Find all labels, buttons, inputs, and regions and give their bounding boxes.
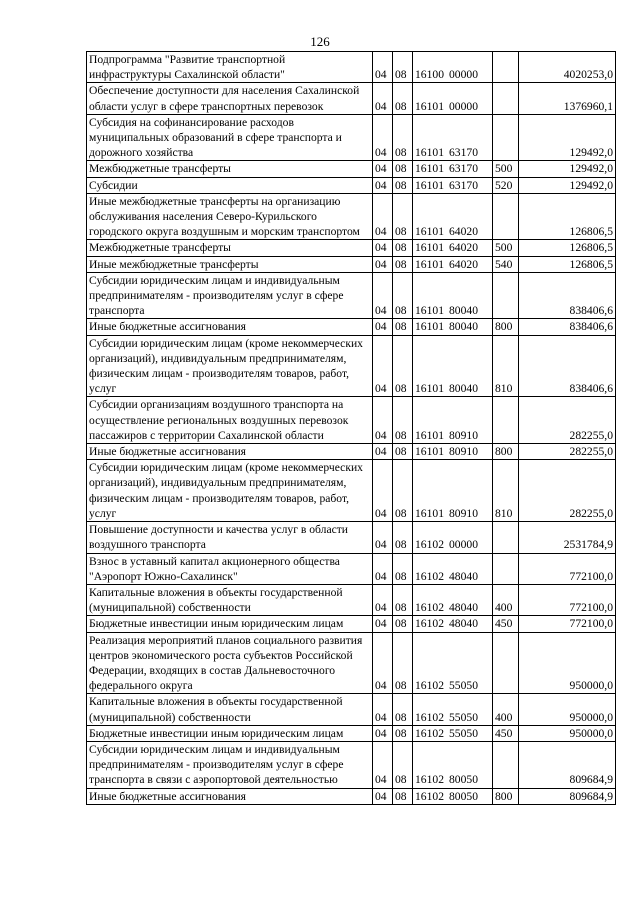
row-expense-type: 810 — [493, 460, 519, 522]
target-article-direction: 80050 — [449, 789, 478, 803]
row-name: Субсидии организациям воздушного транспорта на осуществление региональных воздушных перевозок пассажиров с территории Сахалинской области — [87, 397, 373, 444]
target-article-direction: 80910 — [449, 445, 478, 459]
row-target-article — [413, 193, 493, 240]
row-section-code: 04 — [373, 256, 393, 272]
row-target-article — [413, 632, 493, 694]
row-name: Субсидии юридическим лицам (кроме некоммерческих организаций), индивидуальным предпринимателям, физическим лицам - производителям товаров, работ, услуг — [87, 460, 373, 522]
row-target-article — [413, 397, 493, 444]
target-article-program: 16101 — [415, 241, 444, 255]
row-expense-type: 450 — [493, 616, 519, 632]
row-section-code: 04 — [373, 522, 393, 553]
row-target-article — [413, 616, 493, 632]
target-article-program: 16101 — [415, 304, 444, 318]
table-row — [87, 397, 616, 444]
target-article-program: 16101 — [415, 506, 444, 520]
row-expense-type — [493, 52, 519, 83]
row-subsection-code: 08 — [393, 161, 413, 177]
table-row — [87, 240, 616, 256]
budget-table — [86, 51, 616, 805]
row-subsection-code: 08 — [393, 114, 413, 161]
target-article-direction: 80040 — [449, 320, 478, 334]
row-target-article — [413, 177, 493, 193]
target-article-direction: 00000 — [449, 538, 478, 552]
row-subsection-code: 08 — [393, 788, 413, 804]
target-article-direction: 64020 — [449, 225, 478, 239]
row-target-article — [413, 272, 493, 319]
table-row — [87, 114, 616, 161]
row-amount: 772100,0 — [519, 616, 616, 632]
row-expense-type: 520 — [493, 177, 519, 193]
row-amount: 772100,0 — [519, 553, 616, 584]
table-row — [87, 725, 616, 741]
row-name: Капитальные вложения в объекты государственной (муниципальной) собственности — [87, 584, 373, 615]
table-row — [87, 319, 616, 335]
row-subsection-code: 08 — [393, 632, 413, 694]
target-article-direction: 64020 — [449, 241, 478, 255]
target-article-program: 16101 — [415, 225, 444, 239]
row-section-code: 04 — [373, 741, 393, 788]
row-name: Бюджетные инвестиции иным юридическим лицам — [87, 725, 373, 741]
row-section-code: 04 — [373, 193, 393, 240]
row-name: Повышение доступности и качества услуг в области воздушного транспорта — [87, 522, 373, 553]
target-article-program: 16102 — [415, 601, 444, 615]
row-amount: 838406,6 — [519, 319, 616, 335]
row-expense-type: 400 — [493, 584, 519, 615]
row-amount: 838406,6 — [519, 335, 616, 397]
table-row — [87, 741, 616, 788]
row-amount: 950000,0 — [519, 694, 616, 725]
row-target-article — [413, 522, 493, 553]
row-expense-type — [493, 741, 519, 788]
table-row — [87, 52, 616, 83]
row-subsection-code: 08 — [393, 444, 413, 460]
row-expense-type: 500 — [493, 240, 519, 256]
row-amount: 126806,5 — [519, 240, 616, 256]
row-name: Иные бюджетные ассигнования — [87, 319, 373, 335]
table-row — [87, 694, 616, 725]
row-amount: 129492,0 — [519, 161, 616, 177]
row-expense-type — [493, 632, 519, 694]
row-expense-type — [493, 83, 519, 114]
row-expense-type — [493, 193, 519, 240]
row-subsection-code: 08 — [393, 616, 413, 632]
row-amount: 809684,9 — [519, 788, 616, 804]
row-subsection-code: 08 — [393, 193, 413, 240]
row-section-code: 04 — [373, 177, 393, 193]
row-target-article — [413, 788, 493, 804]
target-article-direction: 48040 — [449, 601, 478, 615]
row-subsection-code: 08 — [393, 272, 413, 319]
row-subsection-code: 08 — [393, 522, 413, 553]
row-amount: 2531784,9 — [519, 522, 616, 553]
row-target-article — [413, 319, 493, 335]
table-row — [87, 272, 616, 319]
row-amount: 4020253,0 — [519, 52, 616, 83]
table-row — [87, 161, 616, 177]
row-name: Подпрограмма "Развитие транспортной инфраструктуры Сахалинской области" — [87, 52, 373, 83]
row-name: Субсидии юридическим лицам и индивидуальным предпринимателям - производителям услуг в сфере транспорта в связи с аэропортовой деятельностью — [87, 741, 373, 788]
table-row — [87, 83, 616, 114]
budget-table-body — [87, 52, 616, 805]
row-name: Субсидии — [87, 177, 373, 193]
row-amount: 838406,6 — [519, 272, 616, 319]
row-subsection-code: 08 — [393, 52, 413, 83]
row-expense-type: 400 — [493, 694, 519, 725]
row-amount: 950000,0 — [519, 632, 616, 694]
table-row — [87, 193, 616, 240]
row-target-article — [413, 553, 493, 584]
target-article-program: 16102 — [415, 617, 444, 631]
row-section-code: 04 — [373, 272, 393, 319]
row-target-article — [413, 335, 493, 397]
row-subsection-code: 08 — [393, 319, 413, 335]
table-row — [87, 616, 616, 632]
target-article-program: 16102 — [415, 679, 444, 693]
target-article-direction: 80910 — [449, 506, 478, 520]
target-article-program: 16102 — [415, 538, 444, 552]
row-section-code: 04 — [373, 460, 393, 522]
target-article-program: 16101 — [415, 382, 444, 396]
target-article-program: 16101 — [415, 178, 444, 192]
row-amount: 282255,0 — [519, 460, 616, 522]
row-subsection-code: 08 — [393, 460, 413, 522]
row-amount: 282255,0 — [519, 444, 616, 460]
row-expense-type — [493, 114, 519, 161]
row-target-article — [413, 240, 493, 256]
row-name: Капитальные вложения в объекты государственной (муниципальной) собственности — [87, 694, 373, 725]
target-article-program: 16101 — [415, 428, 444, 442]
row-expense-type: 800 — [493, 319, 519, 335]
row-name: Субсидии юридическим лицам (кроме некоммерческих организаций), индивидуальным предпринимателям, физическим лицам - производителям товаров, работ, услуг — [87, 335, 373, 397]
row-expense-type: 500 — [493, 161, 519, 177]
row-name: Межбюджетные трансферты — [87, 240, 373, 256]
table-row — [87, 553, 616, 584]
target-article-direction: 63170 — [449, 178, 478, 192]
row-expense-type: 800 — [493, 788, 519, 804]
target-article-program: 16102 — [415, 726, 444, 740]
table-row — [87, 256, 616, 272]
row-subsection-code: 08 — [393, 335, 413, 397]
table-row — [87, 460, 616, 522]
row-expense-type — [493, 272, 519, 319]
row-name: Субсидии юридическим лицам и индивидуальным предпринимателям - производителям услуг в сфере транспорта — [87, 272, 373, 319]
row-section-code: 04 — [373, 632, 393, 694]
row-expense-type — [493, 522, 519, 553]
row-target-article — [413, 114, 493, 161]
row-section-code: 04 — [373, 444, 393, 460]
row-name: Иные бюджетные ассигнования — [87, 788, 373, 804]
row-section-code: 04 — [373, 240, 393, 256]
row-name: Иные межбюджетные трансферты на организацию обслуживания населения Северо-Курильского городского округа воздушным и морским транспортом — [87, 193, 373, 240]
row-name: Реализация мероприятий планов социального развития центров экономического роста субъектов Российской Федерации, входящих в состав Дальневосточного федерального округа — [87, 632, 373, 694]
row-target-article — [413, 460, 493, 522]
row-amount: 809684,9 — [519, 741, 616, 788]
row-name: Иные бюджетные ассигнования — [87, 444, 373, 460]
row-subsection-code: 08 — [393, 584, 413, 615]
row-subsection-code: 08 — [393, 397, 413, 444]
row-amount: 772100,0 — [519, 584, 616, 615]
table-row — [87, 632, 616, 694]
table-row — [87, 788, 616, 804]
row-name: Межбюджетные трансферты — [87, 161, 373, 177]
target-article-direction: 00000 — [449, 99, 478, 113]
row-name: Иные межбюджетные трансферты — [87, 256, 373, 272]
row-expense-type: 800 — [493, 444, 519, 460]
target-article-direction: 55050 — [449, 679, 478, 693]
target-article-program: 16101 — [415, 99, 444, 113]
row-section-code: 04 — [373, 52, 393, 83]
table-row — [87, 584, 616, 615]
table-row — [87, 522, 616, 553]
row-section-code: 04 — [373, 553, 393, 584]
target-article-program: 16102 — [415, 569, 444, 583]
row-subsection-code: 08 — [393, 177, 413, 193]
row-target-article — [413, 725, 493, 741]
target-article-program: 16101 — [415, 320, 444, 334]
target-article-direction: 63170 — [449, 146, 478, 160]
row-expense-type: 450 — [493, 725, 519, 741]
row-section-code: 04 — [373, 319, 393, 335]
target-article-direction: 55050 — [449, 710, 478, 724]
row-amount: 950000,0 — [519, 725, 616, 741]
row-name: Обеспечение доступности для населения Сахалинской области услуг в сфере транспортных перевозок — [87, 83, 373, 114]
target-article-program: 16101 — [415, 162, 444, 176]
row-section-code: 04 — [373, 397, 393, 444]
row-target-article — [413, 584, 493, 615]
row-name: Взнос в уставный капитал акционерного общества "Аэропорт Южно-Сахалинск" — [87, 553, 373, 584]
row-target-article — [413, 694, 493, 725]
row-section-code: 04 — [373, 114, 393, 161]
row-subsection-code: 08 — [393, 553, 413, 584]
row-section-code: 04 — [373, 788, 393, 804]
row-expense-type: 540 — [493, 256, 519, 272]
row-subsection-code: 08 — [393, 240, 413, 256]
target-article-program: 16100 — [415, 68, 444, 82]
row-section-code: 04 — [373, 83, 393, 114]
row-subsection-code: 08 — [393, 741, 413, 788]
target-article-direction: 55050 — [449, 726, 478, 740]
target-article-program: 16101 — [415, 257, 444, 271]
table-row — [87, 444, 616, 460]
row-target-article — [413, 52, 493, 83]
row-target-article — [413, 256, 493, 272]
target-article-direction: 80040 — [449, 382, 478, 396]
target-article-direction: 00000 — [449, 68, 478, 82]
target-article-direction: 80050 — [449, 773, 478, 787]
page-number: 126 — [310, 34, 330, 49]
row-subsection-code: 08 — [393, 256, 413, 272]
row-section-code: 04 — [373, 616, 393, 632]
row-section-code: 04 — [373, 725, 393, 741]
target-article-direction: 48040 — [449, 569, 478, 583]
row-name: Субсидия на софинансирование расходов муниципальных образований в сфере транспорта и дорожного хозяйства — [87, 114, 373, 161]
row-subsection-code: 08 — [393, 694, 413, 725]
row-subsection-code: 08 — [393, 725, 413, 741]
target-article-program: 16102 — [415, 710, 444, 724]
row-section-code: 04 — [373, 694, 393, 725]
row-section-code: 04 — [373, 584, 393, 615]
target-article-direction: 80040 — [449, 304, 478, 318]
row-expense-type: 810 — [493, 335, 519, 397]
target-article-program: 16102 — [415, 773, 444, 787]
row-amount: 282255,0 — [519, 397, 616, 444]
row-subsection-code: 08 — [393, 83, 413, 114]
target-article-direction: 63170 — [449, 162, 478, 176]
row-amount: 1376960,1 — [519, 83, 616, 114]
target-article-program: 16101 — [415, 445, 444, 459]
target-article-program: 16101 — [415, 146, 444, 160]
row-amount: 126806,5 — [519, 256, 616, 272]
target-article-direction: 80910 — [449, 428, 478, 442]
row-amount: 129492,0 — [519, 177, 616, 193]
row-target-article — [413, 83, 493, 114]
row-expense-type — [493, 397, 519, 444]
target-article-program: 16102 — [415, 789, 444, 803]
target-article-direction: 64020 — [449, 257, 478, 271]
row-target-article — [413, 741, 493, 788]
row-target-article — [413, 161, 493, 177]
row-amount: 129492,0 — [519, 114, 616, 161]
row-expense-type — [493, 553, 519, 584]
target-article-direction: 48040 — [449, 617, 478, 631]
row-section-code: 04 — [373, 335, 393, 397]
row-target-article — [413, 444, 493, 460]
row-section-code: 04 — [373, 161, 393, 177]
table-row — [87, 335, 616, 397]
row-name: Бюджетные инвестиции иным юридическим лицам — [87, 616, 373, 632]
table-row — [87, 177, 616, 193]
row-amount: 126806,5 — [519, 193, 616, 240]
